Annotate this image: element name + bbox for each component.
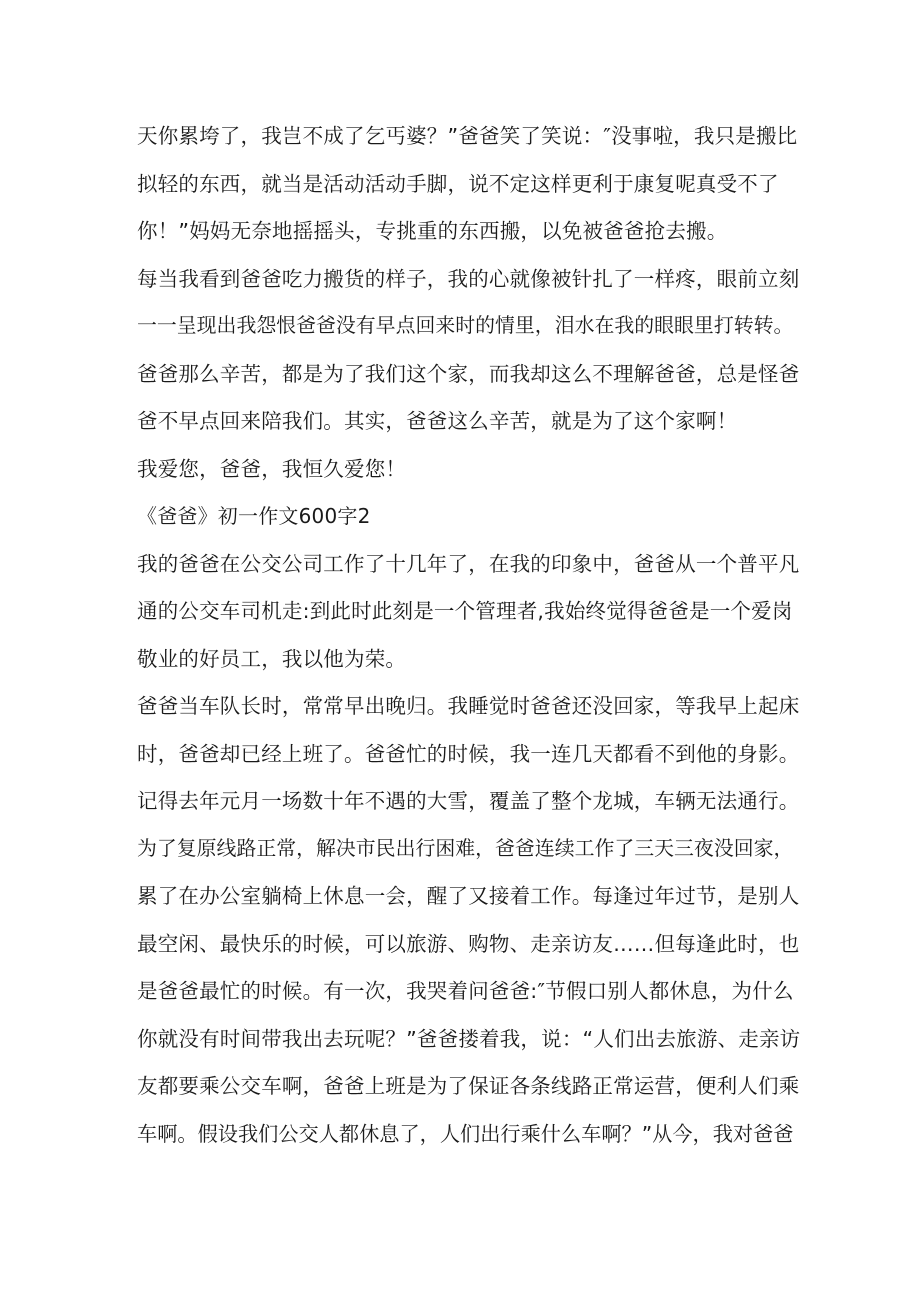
text-line: 通的公交车司机走:到此时此刻是一个管理者,我始终觉得爸爸是一个爱岗: [137, 599, 793, 623]
text-line: 车啊。假设我们公交人都休息了，人们出行乘什么车啊？”从今，我对爸爸: [137, 1122, 794, 1146]
text-line: 友都要乘公交车啊，爸爸上班是为了保证各条线路正常运营，便利人们乘: [137, 1074, 800, 1098]
text-line: 爸爸那么辛苦，都是为了我们这个家，而我却这么不理解爸爸，总是怪爸: [137, 362, 800, 386]
text-line: 累了在办公室躺椅上休息一会，醒了又接着工作。每逢过年过节，是别人: [137, 884, 800, 908]
text-line: 拟轻的东西，就当是活动活动手脚，说不定这样更利于康复呢真受不了: [137, 172, 779, 196]
text-line: 每当我看到爸爸吃力搬货的样子，我的心就像被针扎了一样疼，眼前立刻: [137, 267, 800, 291]
text-line: 爸爸当车队长时，常常早出晚归。我睡觉时爸爸还没回家，等我早上起床: [137, 694, 800, 718]
text-line: 一一呈现出我怨恨爸爸没有早点回来时的情里，泪水在我的眼眼里打转转。: [137, 314, 794, 337]
text-line: 记得去年元月一场数十年不遇的大雪，覆盖了整个龙城，车辆无法通行。: [137, 789, 800, 813]
text-line: 最空闲、最快乐的时候，可以旅游、购物、走亲访友……但每逢此时，也: [137, 932, 800, 956]
text-line: 天你累垮了，我岂不成了乞丐婆？”爸爸笑了笑说：″没事啦，我只是搬比: [137, 124, 798, 148]
section-heading: 《爸爸》初一作文600字2: [137, 504, 371, 528]
text-line: 爸不早点回来陪我们。其实，爸爸这么辛苦，就是为了这个家啊！: [137, 409, 738, 433]
text-line: 时，爸爸却已经上班了。爸爸忙的时候，我一连几天都看不到他的身影。: [137, 742, 800, 766]
text-line: 你！”妈妈无奈地摇摇头，专挑重的东西搬，以免被爸爸抢去搬。: [137, 219, 728, 243]
text-line: 敬业的好员工，我以他为荣。: [137, 647, 407, 671]
text-line: 我的爸爸在公交公司工作了十几年了，在我的印象中，爸爸从一个普平凡: [137, 552, 800, 576]
text-line: 为了复原线路正常，解决市民出行困难，爸爸连续工作了三天三夜没回家，: [137, 837, 794, 860]
text-line: 是爸爸最忙的时候。有一次，我哭着问爸爸:″节假口别人都休息，为什么: [137, 979, 794, 1003]
text-line: 我爱您，爸爸，我恒久爱您！: [137, 457, 407, 481]
text-line: 你就没有时间带我出去玩呢？”爸爸搂着我，说：“人们出去旅游、走亲访: [137, 1027, 801, 1051]
